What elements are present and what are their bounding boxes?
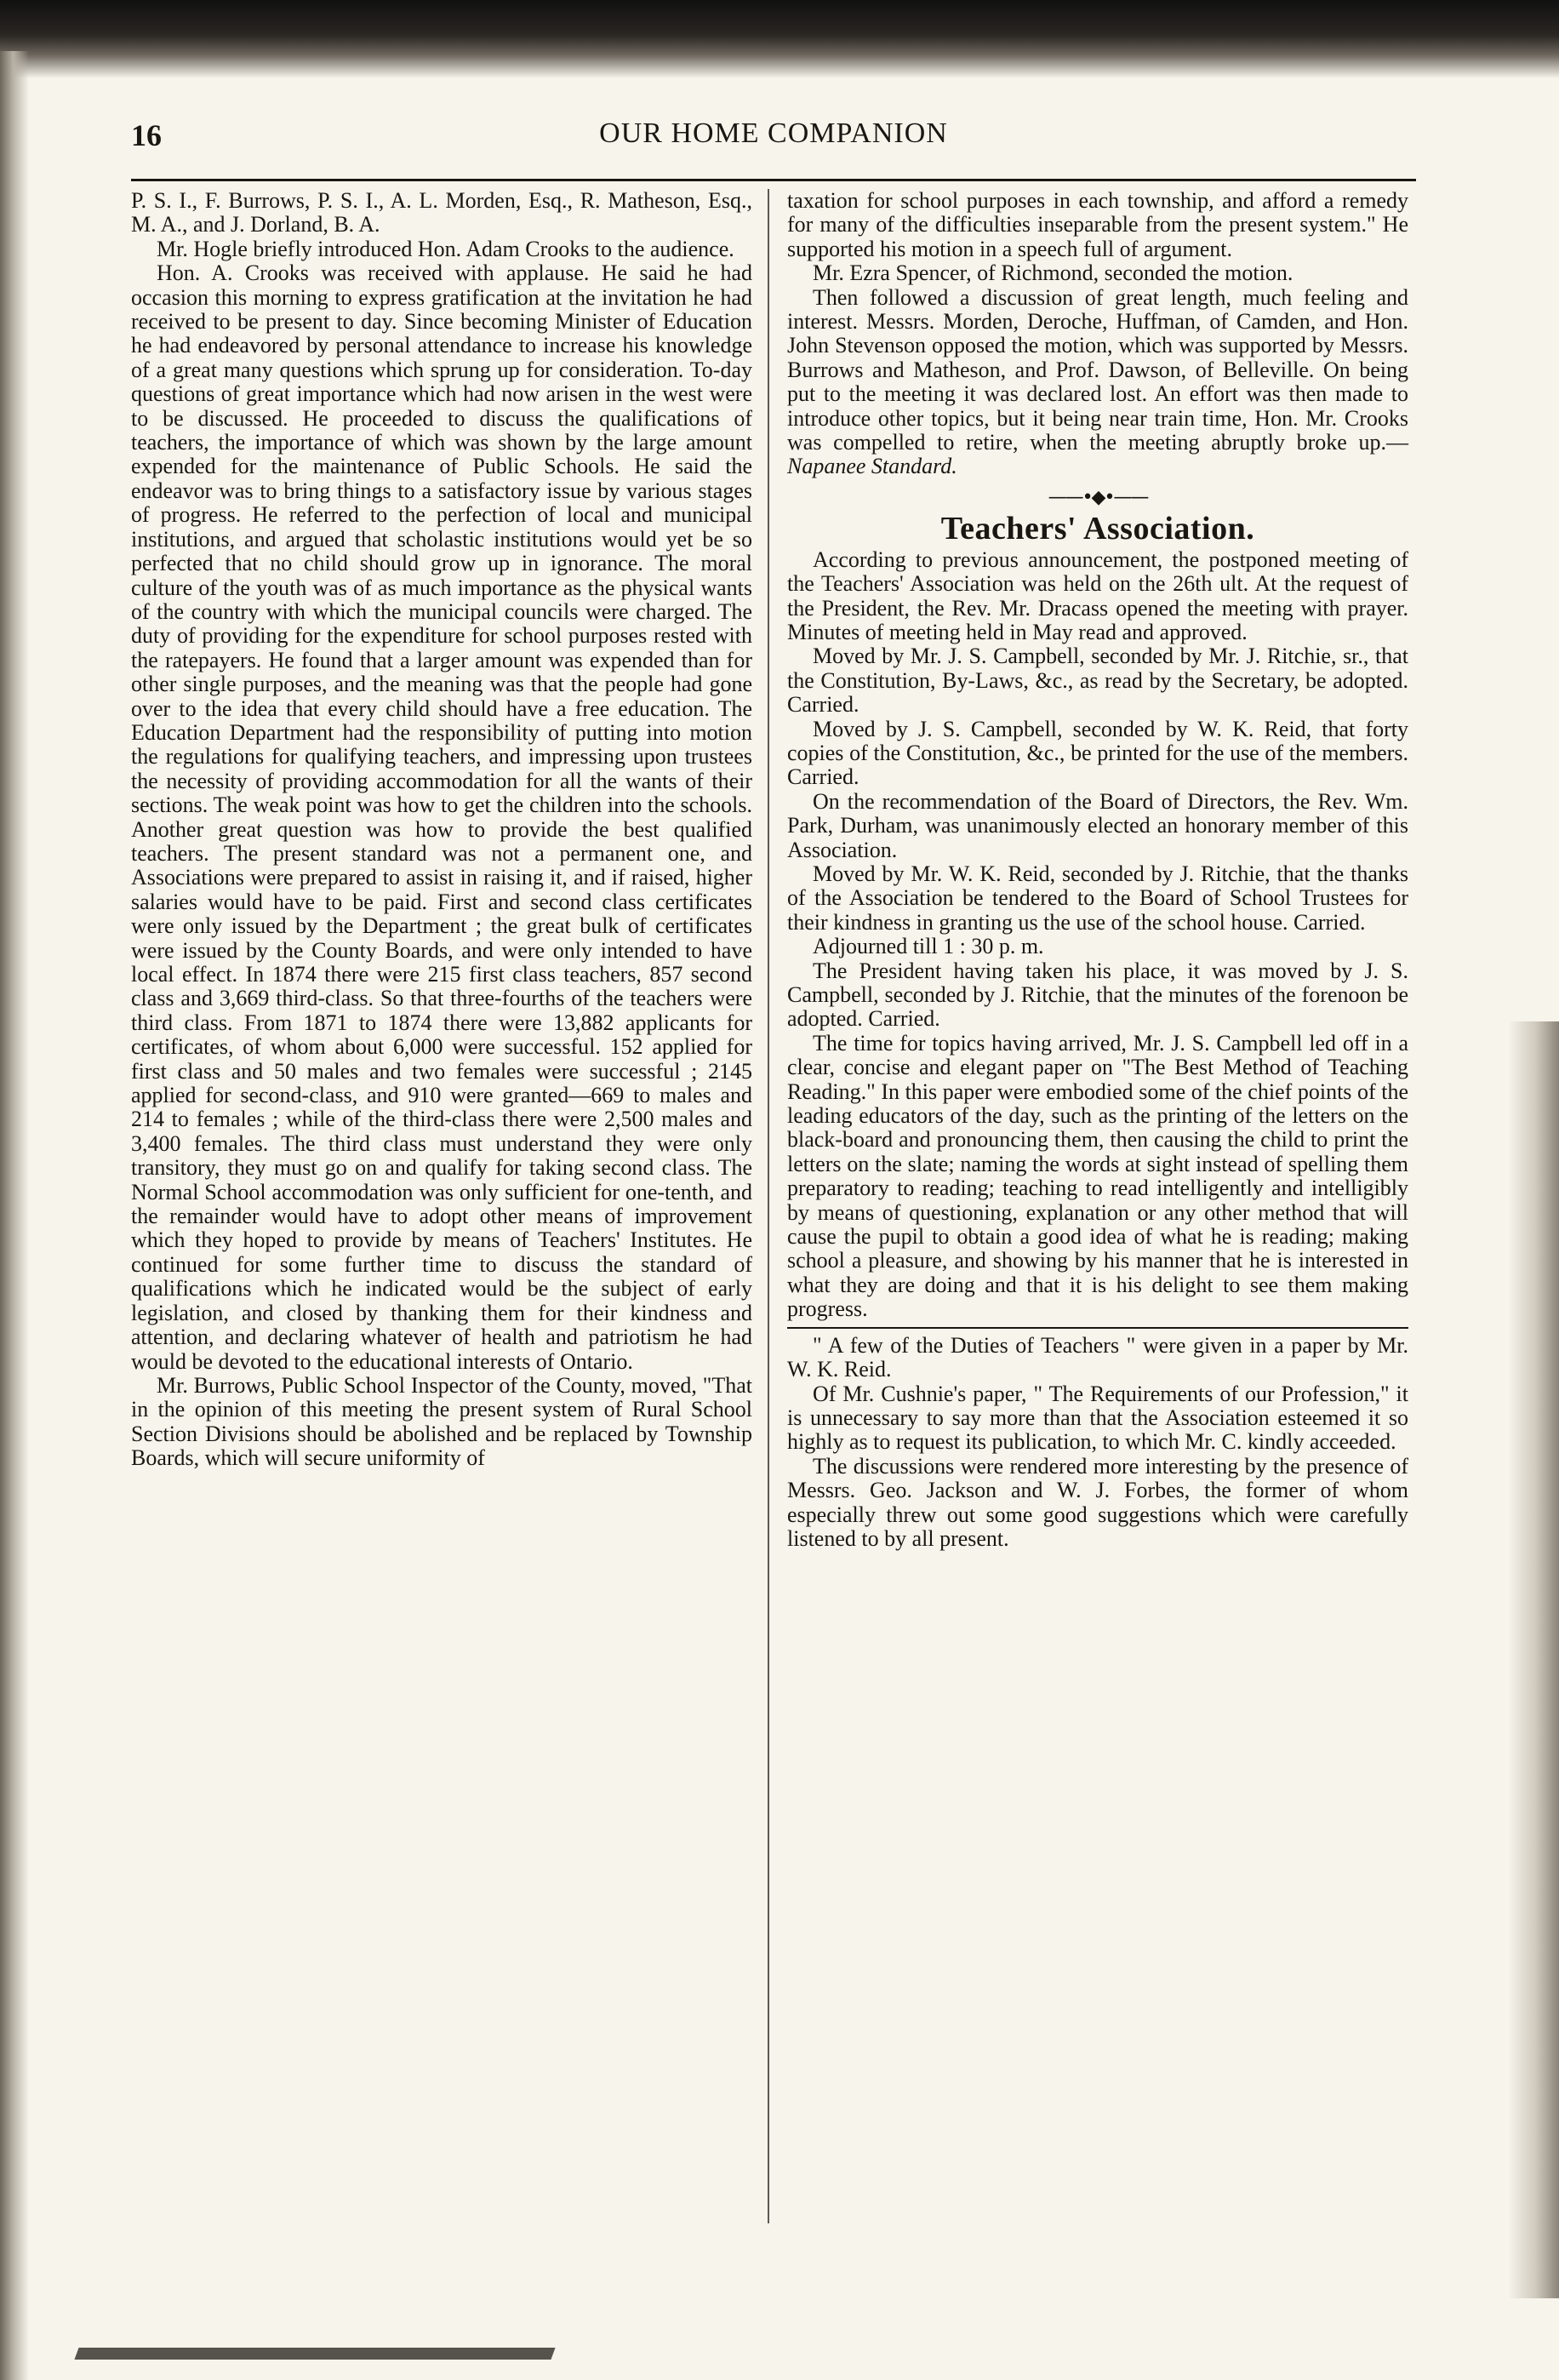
article-paragraph: Moved by J. S. Campbell, seconded by W. K. Reid, that forty copies of the Constitution, &c., be printed for the use of the members. Carried. bbox=[787, 716, 1408, 790]
article-paragraph: Moved by Mr. J. S. Campbell, seconded by Mr. J. Ritchie, sr., that the Constitution, By-Laws, &c., as read by the Secretary, be adopted. Carried. bbox=[787, 644, 1408, 718]
running-title: OUR HOME COMPANION bbox=[599, 117, 948, 149]
scan-edge-top bbox=[0, 0, 1559, 78]
article-paragraph: Mr. Ezra Spencer, of Richmond, seconded the motion. bbox=[813, 260, 1293, 286]
article-paragraph: Adjourned till 1 : 30 p. m. bbox=[813, 934, 1044, 959]
article-paragraph: Mr. Hogle briefly introduced Hon. Adam Crooks to the audience. bbox=[157, 236, 734, 261]
article-paragraph: The President having taken his place, it was moved by J. S. Campbell, seconded by J. Ritchie, that the minutes of the forenoon be adopted. Carried. bbox=[787, 958, 1408, 1032]
scan-edge-left bbox=[0, 51, 29, 2380]
article-paragraph: Mr. Burrows, Public School Inspector of the County, moved, "That in the opinion of this meeting the present system of Rural School Section Divisions should be abolished and be replaced by Township Boards, which will secure uniformity of bbox=[131, 1372, 752, 1471]
left-column bbox=[131, 189, 752, 1471]
column-divider bbox=[768, 189, 769, 2223]
section-ornament: ——•◆•—— bbox=[1048, 486, 1148, 508]
article-paragraph bbox=[787, 286, 1408, 479]
page-header bbox=[131, 111, 1416, 162]
article-paragraph: P. S. I., F. Burrows, P. S. I., A. L. Morden, Esq., R. Matheson, Esq., M. A., and J. Dorland, B. A. bbox=[131, 188, 752, 237]
scan-edge-bottom bbox=[74, 2348, 555, 2360]
header-rule bbox=[131, 179, 1416, 181]
article-paragraph: Of Mr. Cushnie's paper, " The Requirements of our Profession," it is unnecessary to say more than that the Association esteemed it so highly as to request its publication, to which Mr. C. kindly acceeded. bbox=[787, 1381, 1408, 1455]
scan-edge-right bbox=[1508, 1021, 1559, 2298]
article-paragraph: According to previous announcement, the postponed meeting of the Teachers' Association was held on the 26th ult. At the request of the President, the Rev. Mr. Dracass opened the meeting with prayer. Minutes of meeting held in May read and approved. bbox=[787, 546, 1408, 644]
article-paragraph: The discussions were rendered more interesting by the presence of Messrs. Geo. Jackson and W. J. Forbes, the former of whom especially threw out some good suggestions which were carefully listened to by all present. bbox=[787, 1453, 1408, 1551]
source-credit: Napanee Standard. bbox=[787, 454, 957, 479]
paragraph-rule bbox=[787, 1327, 1408, 1329]
section-title: Teachers' Association. bbox=[940, 511, 1255, 547]
article-text: Then followed a discussion of great length, much feeling and interest. Messrs. Morden, Deroche, Huffman, of Camden, and Hon. John Stevenson opposed the motion, which was supported by Messrs. Burrows and Matheson, and Prof. Dawson, of Belleville. On being put to the meeting it was declared lost. An effort was then made to introduce other topics, but it being near train time, Hon. Mr. Crooks was compelled to retire, when the meeting abruptly broke up.— bbox=[787, 284, 1408, 455]
article-paragraph: Hon. A. Crooks was received with applause. He said he had occasion this morning to express gratification at the invitation he had received to be present to day. Since becoming Minister of Education he had endeavored by personal attendance to increase his knowledge of a great many questions which sprung up for consideration. To-day questions of great importance which had now arisen in the west were to be discussed. He proceeded to discuss the qualifications of teachers, the importance of which was shown by the large amount expended for the maintenance of Public Schools. He said the endeavor was to bring things to a satisfactory issue by various stages of progress. He referred to the perfection of local and municipal institutions, and argued that scholastic institutions would yet be so perfected that no child should grow up in ignorance. The moral culture of the youth was of as much importance as the physical wants of the country with which the municipal councils were charged. The duty of providing for the expenditure for school purposes rested with the ratepayers. He found that a larger amount was expended than for other single purposes, and the meaning was that the people had gone over to the idea that every child should have a free education. The Education Department had the responsibility of putting into motion the regulations for qualifying teachers, and impressing upon trustees the necessity of providing accommodation for all the wants of their sections. The weak point was how to get the children into the schools. Another great question was how to provide the best qualified teachers. The present standard was not a permanent one, and Associations were prepared to assist in raising it, and if raised, higher salaries would have to be paid. First and second class certificates were only issued by the Department ; the great bulk of certificates were issued by the County Boards, and were only intended to have local effect. In 1874 there were 215 first class teachers, 857 second class and 3,669 third-class. So that three-fourths of the teachers were third class. From 1871 to 1874 there were 13,882 applicants for certificates, of whom about 6,000 were successful. 152 applied for first class and 50 males and two females were successful ; 2145 applied for second-class, and 910 were granted—669 to males and 214 to females ; while of the third-class there were 2,500 males and 3,400 females. The third class must understand they were only transitory, they must go on and qualify for taking second class. The Normal School accommodation was only sufficient for one-tenth, and the remainder would have to adopt other means of improvement which they hoped to provide by means of Teachers' Institutes. He continued for some further time to discuss the standard of qualifications which he indicated would be the subject of early legislation, and closed by thanking them for their kindness and attention, and declaring whatever of health and patriotism he had would be devoted to the educational interests of Ontario. bbox=[131, 260, 752, 1374]
article-paragraph: The time for topics having arrived, Mr. J. S. Campbell led off in a clear, concise and elegant paper on "The Best Method of Teaching Reading." In this paper were embodied some of the chief points of the leading educators of the day, such as the printing of the letters on the black-board and pronouncing them, then causing the child to print the letters on the slate; naming the words at sight instead of spelling them preparatory to reading; teaching to read intelligently and intelligibly by means of questioning, explanation or any other method that will cause the pupil to obtain a good idea of what he is reading; making school a pleasure, and showing by his manner that he is interested in what they are doing and that it is his delight to see them making progress. bbox=[787, 1030, 1408, 1322]
page-number: 16 bbox=[131, 118, 162, 152]
article-paragraph: taxation for school purposes in each township, and afford a remedy for many of the difficulties inseparable from the present system." He supported his motion in a speech full of argument. bbox=[787, 188, 1408, 261]
article-paragraph: On the recommendation of the Board of Directors, the Rev. Wm. Park, Durham, was unanimously elected an honorary member of this Association. bbox=[787, 788, 1408, 862]
article-paragraph: " A few of the Duties of Teachers " were given in a paper by Mr. W. K. Reid. bbox=[787, 1332, 1408, 1382]
article-paragraph: Moved by Mr. W. K. Reid, seconded by J. Ritchie, that the thanks of the Association be tendered to the Board of School Trustees for their kindness in granting us the use of the school house. Carried. bbox=[787, 861, 1408, 935]
right-column bbox=[787, 189, 1408, 1551]
